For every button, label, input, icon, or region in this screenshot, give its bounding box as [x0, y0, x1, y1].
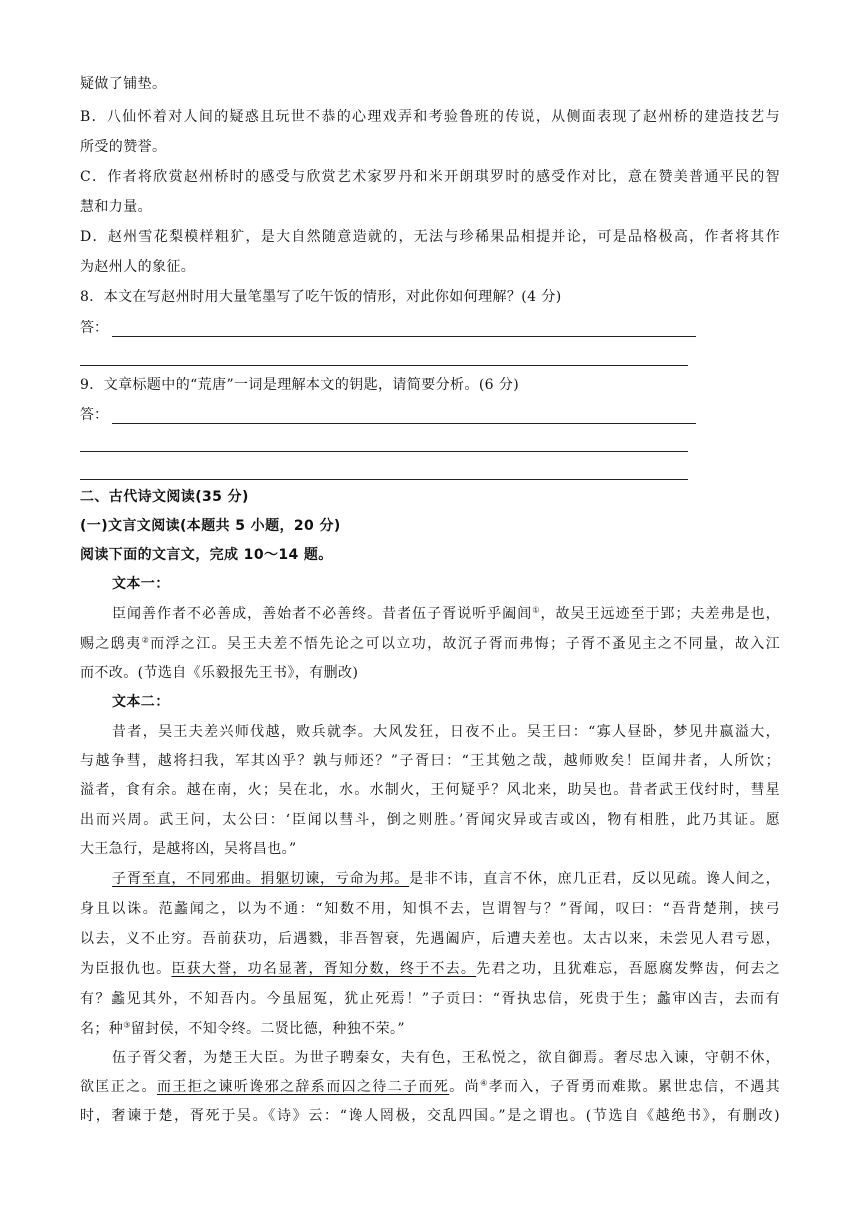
underlined-sentence-2: 臣获大誉，功名显著，胥知分数，终于不去。: [171, 961, 477, 977]
text-2-p2-line-5: 有？蠡见其外，不知吾内。今虽屈冤，犹止死焉！”子贡曰：“胥执忠信，死贵于生；蠡审凶吉，去而有: [80, 991, 780, 1007]
text-1-line-2: 赐之鸱夷②而浮之江。吴王夫差不悟先论之可以立功，故沉子胥而弗悔；子胥不蚤见主之不同量，故入江: [80, 635, 780, 652]
q8-answer-line-2[interactable]: [80, 365, 688, 366]
option-d-line2: 为赵州人的象征。: [80, 259, 196, 275]
text-2-p1-line-4: 出而兴周。武王问，太公曰：‘臣闻以彗斗，倒之则胜。’胥闻灾异或吉或凶，物有相胜，此乃其证。愿: [80, 812, 780, 828]
text-2-p2-line-4: 为臣报仇也。臣获大誉，功名显著，胥知分数，终于不去。先君之功，且犹难忘，吾愿腐发弊齿，何去之: [80, 961, 781, 977]
q9-answer-label: 答：: [80, 407, 108, 423]
text-2-p1-line-2: 与越争彗，越将扫我，军其凶乎？孰与师还？”子胥曰：“王其勉之哉，越师败矣！臣闻井者，人所饮；: [80, 753, 780, 769]
underlined-sentence-3: 而王拒之谏听谗邪之辞系而囚之待二子而死: [156, 1079, 450, 1095]
option-c-line1: C．作者将欣赏赵州桥时的感受与欣赏艺术家罗丹和米开朗琪罗时的感受作对比，意在赞美普通平民的智: [80, 169, 780, 185]
option-b-line1: B．八仙怀着对人间的疑惑且玩世不恭的心理戏弄和考验鲁班的传说，从侧面表现了赵州桥的建造技艺与: [80, 109, 780, 125]
text-1-heading: 文本一：: [112, 576, 170, 592]
text-2-p2-line-6: 名；种③留封侯，不知令终。二贤比德，种独不荣。”: [80, 1020, 405, 1037]
q9-answer-line-3[interactable]: [80, 479, 688, 480]
option-c-line2: 慧和力量。: [80, 199, 152, 215]
q8-answer-line-1[interactable]: [112, 336, 696, 337]
question-8: 8．本文在写赵州时用大量笔墨写了吃午饭的情形，对此你如何理解？(4 分): [80, 289, 562, 305]
text-2-p1-line-1: 昔者，吴王夫差兴师伐越，败兵就李。大风发狂，日夜不止。吴王曰：“寡人昼卧，梦见井嬴溢大，: [112, 724, 780, 740]
text-2-p2-line-3: 以去，义不止穷。吾前获功，后遇戮，非吾智衰，先遇阖庐，后遭夫差也。太古以来，未尝见人君亏恩，: [80, 931, 780, 947]
text-2-p1-line-5: 大王急行，是越将凶，吴将昌也。”: [80, 841, 297, 857]
question-9: 9．文章标题中的“荒唐”一词是理解本文的钥匙，请简要分析。(6 分): [80, 377, 520, 393]
text-1-line-1: 臣闻善作者不必善成，善始者不必善终。昔者伍子胥说听乎阖闾①，故吴王远迹至于郢；夫差弗是也，: [112, 605, 780, 622]
text-1-line-3: 而不改。(节选自《乐毅报先王书》，有删改): [80, 665, 359, 681]
option-a-tail: 疑做了铺垫。: [80, 76, 167, 92]
section-2-title: 二、古代诗文阅读(35 分): [80, 489, 249, 505]
text-2-p1-line-3: 溢者，食有余。越在南，火；吴在北，水。水制火，王何疑乎？风北来，助吴也。昔者武王伐纣时，彗星: [80, 782, 780, 798]
text-2-p2-line-2: 身且以诛。范蠡闻之，以为不通：“知数不用，知惧不去，岂谓智与？”胥闻，叹曰：“吾背楚荆，挟弓: [80, 901, 780, 917]
text-2-heading: 文本二：: [112, 694, 170, 710]
text-2-p3-line-1: 伍子胥父奢，为楚王大臣。为世子聘秦女，夫有色，王私悦之，欲自御焉。奢尽忠入谏，守朝不休，: [112, 1050, 780, 1066]
q9-answer-line-2[interactable]: [80, 451, 688, 452]
text-2-p3-line-3: 时，奢谏于楚，胥死于吴。《诗》云：“谗人罔极，交乱四国。”是之谓也。(节选自《越绝书》，有删改): [80, 1108, 780, 1124]
text-2-p2-line-1: 子胥至直，不同邪曲。捐躯切谏，亏命为邦。是非不讳，直言不休，庶几正君，反以见疏。谗人间之，: [112, 871, 781, 887]
section-2-subtitle: (一)文言文阅读(本题共 5 小题，20 分): [80, 518, 341, 534]
option-b-line2: 所受的赞誉。: [80, 139, 167, 155]
section-2-instruction: 阅读下面的文言文，完成 10～14 题。: [80, 547, 333, 563]
text-2-p3-line-2: 欲匡正之。而王拒之谏听谗邪之辞系而囚之待二子而死。尚④孝而入，子胥勇而难欺。累世忠信，不遇其: [80, 1078, 780, 1095]
option-d-line1: D．赵州雪花梨模样粗犷，是大自然随意造就的，无法与珍稀果品相提并论，可是品格极高，作者将其作: [80, 229, 780, 245]
q8-answer-label: 答：: [80, 320, 108, 336]
underlined-sentence-1: 子胥至直，不同邪曲。捐躯切谏，亏命为邦。: [112, 871, 410, 887]
q9-answer-line-1[interactable]: [112, 423, 696, 424]
